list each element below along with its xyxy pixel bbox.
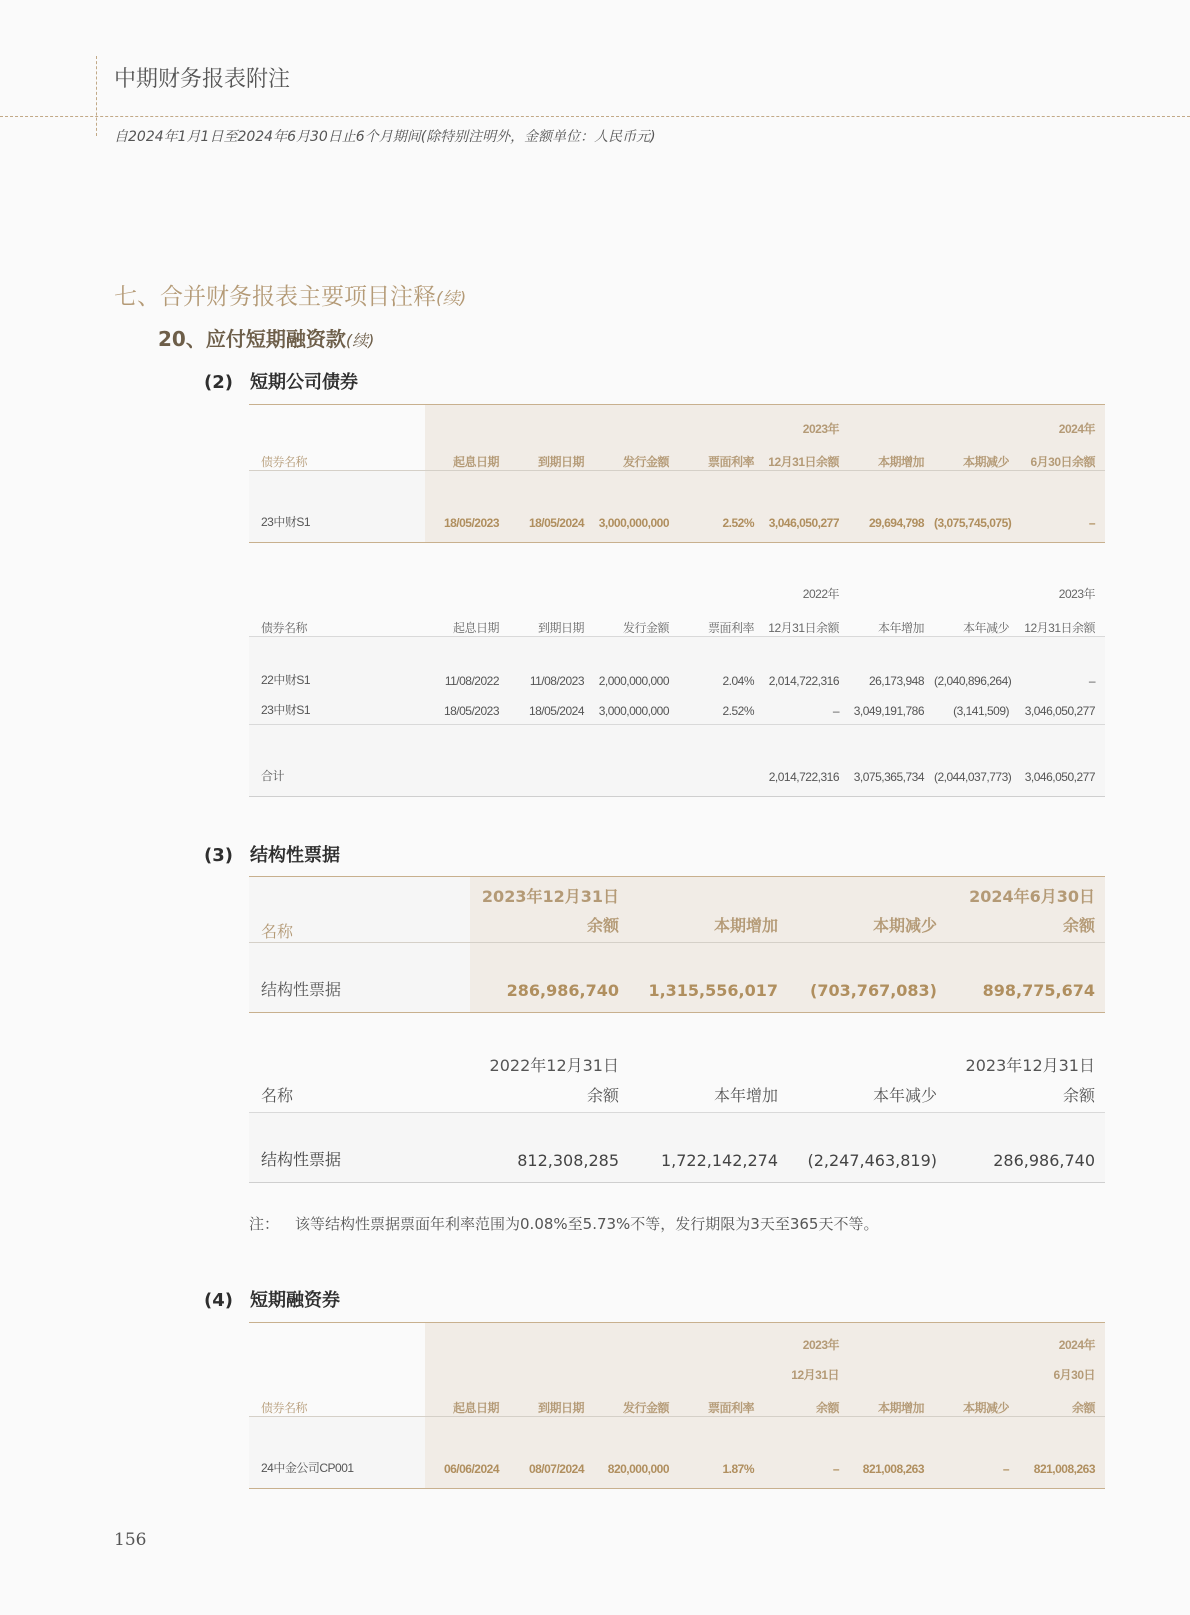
notes-table-2023: 2022年12月31日 2023年12月31日 名称 余额 本年增加 本年减少 余额 结构性票据 812,308,285 1,722,142,274 (2,247,463,819) 286,986,740	[249, 1046, 1105, 1183]
part4-heading: (4) 短期融资券	[204, 1290, 340, 1311]
subsection-title: 20、应付短期融资款(续)	[158, 327, 375, 351]
section-title: 七、合并财务报表主要项目注释(续)	[114, 284, 467, 310]
header-subtitle: 自2024年1月1日至2024年6月30日止6个月期间(除特别注明外，金额单位：人民币元)	[114, 129, 656, 145]
structured-notes-footnote: 注： 该等结构性票据票面年利率范围为0.08%至5.73%不等，发行期限为3天至365天不等。	[249, 1215, 879, 1233]
table-row: 23中财S1 18/05/2023 18/05/2024 3,000,000,000 2.52% 3,046,050,277 29,694,798 (3,075,745,075) –	[249, 471, 1105, 543]
col-year-b: 2024年	[1019, 405, 1105, 437]
bond-table-2024: 2023年 2024年 债券名称 起息日期 到期日期 发行金额 票面利率 12月31日余额 本期增加 本期减少 6月30日余额 23中财S1 18/05/2023 18/05/2024 3,000,000,000 2.52% 3,046,050,277 29,694,798 (3,075,745,075) –	[249, 404, 1105, 543]
table-row: 结构性票据 286,986,740 1,315,556,017 (703,767,083) 898,775,674	[249, 943, 1105, 1013]
col-year-a: 2023年	[764, 405, 849, 437]
bond-table-2023: 2022年 2023年 债券名称 起息日期 到期日期 发行金额 票面利率 12月31日余额 本年增加 本年减少 12月31日余额 22中财S1 11/08/2022 11/08/2023 2,000,000,000 2.04% 2,014,722,316 26,173,948 (2,040,896,264) – 23中财S1 18/05/2023 18/05/2024 3,000,000,000 2.52% – 3,049,191,786 (3,141,509) 3,046,050,277 合计 2,014,722,316 3,075,365,734 (2,044,037,773) 3,046,050,277	[249, 570, 1105, 797]
table-total-row: 合计 2,014,722,316 3,075,365,734 (2,044,037,773) 3,046,050,277	[249, 724, 1105, 796]
table-row: 结构性票据 812,308,285 1,722,142,274 (2,247,463,819) 286,986,740	[249, 1112, 1105, 1182]
header-title: 中期财务报表附注	[114, 67, 291, 92]
part3-heading: (3) 结构性票据	[204, 845, 340, 866]
table-row: 23中财S1 18/05/2023 18/05/2024 3,000,000,000 2.52% – 3,049,191,786 (3,141,509) 3,046,050,277	[249, 692, 1105, 724]
commercial-paper-table: 2023年 2024年 12月31日 6月30日 债券名称 起息日期 到期日期 发行金额 票面利率 余额 本期增加 本期减少 余额 24中金公司CP001 06/06/2024 08/07/2024 820,000,000 1.87% – 821,008,263 – 821,008,263	[249, 1322, 1105, 1489]
table-row: 24中金公司CP001 06/06/2024 08/07/2024 820,000,000 1.87% – 821,008,263 – 821,008,263	[249, 1417, 1105, 1489]
notes-table-2024: 2023年12月31日 2024年6月30日 名称 余额 本期增加 本期减少 余额 结构性票据 286,986,740 1,315,556,017 (703,767,083) 898,775,674	[249, 876, 1105, 1013]
page-number: 156	[114, 1530, 147, 1550]
part2-heading: (2) 短期公司债券	[204, 372, 358, 393]
table-row: 22中财S1 11/08/2022 11/08/2023 2,000,000,000 2.04% 2,014,722,316 26,173,948 (2,040,896,264) –	[249, 636, 1105, 692]
header-dashed-rule	[0, 116, 1190, 117]
header-vertical-rule	[96, 56, 97, 136]
